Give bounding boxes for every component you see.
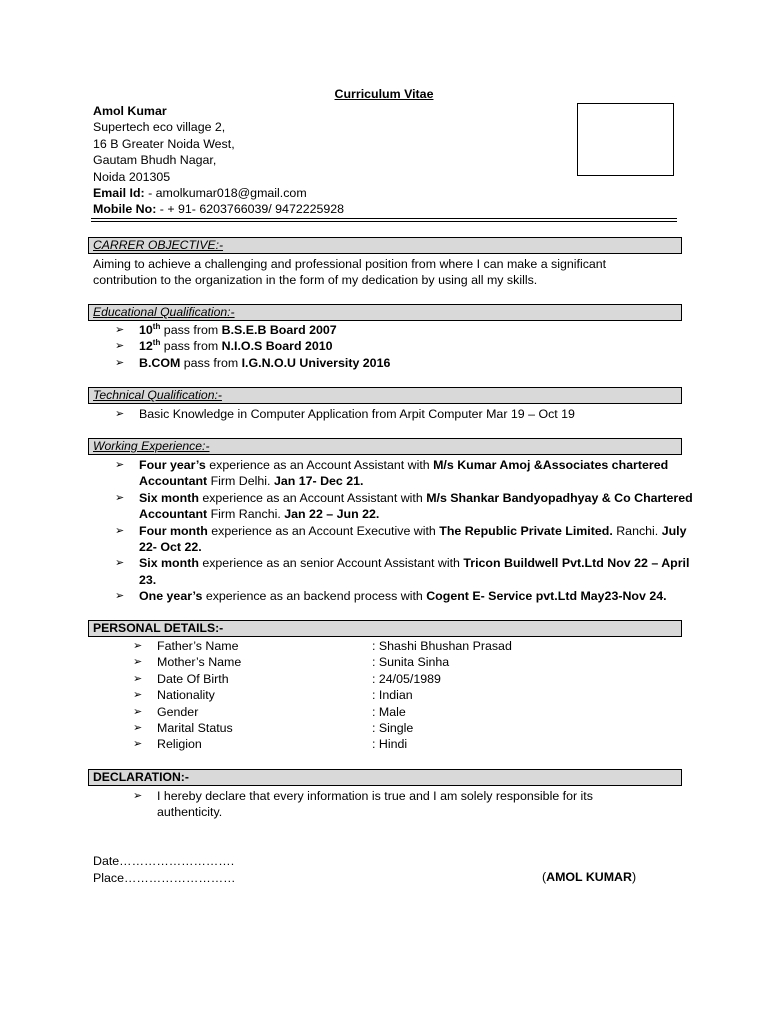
section-heading-technical bbox=[88, 387, 682, 404]
technical-list bbox=[115, 406, 575, 422]
section-heading-text: Technical Qualification:- bbox=[93, 388, 222, 402]
detail-value: : Single bbox=[372, 721, 414, 736]
mobile-label: Mobile No: bbox=[93, 202, 157, 217]
technical-text: Basic Knowledge in Computer Application from Arpit Computer Mar 19 – Oct 19 bbox=[139, 407, 575, 421]
header-divider bbox=[91, 218, 677, 219]
list-item bbox=[115, 406, 575, 422]
detail-label: Father’s Name bbox=[157, 639, 239, 653]
section-heading-text: Educational Qualification:- bbox=[93, 305, 235, 319]
arrow-bullet-icon: ➢ bbox=[133, 640, 143, 652]
email-value: - amolkumar018@gmail.com bbox=[144, 186, 307, 201]
location: Ranchi. bbox=[612, 523, 662, 538]
section-heading-text: Working Experience:- bbox=[93, 439, 210, 453]
signature-text: AMOL KUMAR bbox=[546, 870, 632, 884]
arrow-bullet-icon: ➢ bbox=[133, 689, 143, 702]
qualification-board: I.G.N.O.U University 2016 bbox=[241, 355, 391, 370]
list-item bbox=[133, 788, 653, 821]
list-item bbox=[115, 338, 390, 354]
arrow-bullet-icon: ➢ bbox=[133, 656, 143, 669]
detail-label: Mother’s Name bbox=[157, 655, 242, 670]
detail-label: Marital Status bbox=[157, 721, 233, 736]
declaration-list bbox=[133, 788, 653, 821]
list-item bbox=[115, 490, 699, 523]
list-item bbox=[133, 720, 512, 736]
document-title: Curriculum Vitae bbox=[334, 87, 434, 101]
candidate-name: Amol Kumar bbox=[93, 104, 167, 118]
place-line: Place……………………… bbox=[93, 871, 236, 885]
role-text: experience as an senior Account Assistant with bbox=[198, 556, 464, 571]
arrow-bullet-icon: ➢ bbox=[115, 459, 125, 471]
qualification-level: 10 bbox=[139, 323, 153, 337]
duration: Six month bbox=[139, 490, 199, 505]
email-label: Email Id: bbox=[93, 186, 145, 201]
qualification-text: pass from bbox=[160, 323, 222, 337]
duration: Four month bbox=[139, 523, 208, 538]
email-row bbox=[93, 185, 344, 201]
qualification-board: B.S.E.B Board 2007 bbox=[221, 323, 337, 337]
address-line: Gautam Bhudh Nagar, bbox=[93, 153, 217, 168]
detail-label: Date Of Birth bbox=[157, 671, 229, 686]
mobile-row bbox=[93, 201, 344, 217]
header-divider bbox=[91, 221, 677, 222]
declaration-text: I hereby declare that every information is true and I am solely responsible for its authenticity. bbox=[157, 789, 593, 820]
arrow-bullet-icon: ➢ bbox=[133, 790, 143, 802]
detail-label: Religion bbox=[157, 737, 202, 752]
list-item bbox=[115, 588, 699, 604]
paren-open: ( bbox=[542, 870, 547, 884]
list-item bbox=[133, 654, 512, 670]
duration: One year’s bbox=[139, 589, 203, 604]
section-heading-education bbox=[88, 304, 682, 321]
arrow-bullet-icon: ➢ bbox=[115, 408, 125, 420]
detail-value: : Indian bbox=[372, 688, 413, 703]
arrow-bullet-icon: ➢ bbox=[115, 590, 125, 603]
qualification-board: N.I.O.S Board 2010 bbox=[221, 339, 333, 354]
date-line: Date………………………. bbox=[93, 854, 235, 868]
period: Jan 17- Dec 21. bbox=[273, 474, 364, 489]
arrow-bullet-icon: ➢ bbox=[115, 557, 125, 570]
duration: Six month bbox=[139, 556, 199, 571]
arrow-bullet-icon: ➢ bbox=[115, 324, 125, 336]
arrow-bullet-icon: ➢ bbox=[133, 672, 143, 685]
objective-text: Aiming to achieve a challenging and professional position from where I can make a significant contribution to the organization in the form of my dedication by using all my skills. bbox=[93, 257, 607, 288]
list-item bbox=[133, 687, 512, 703]
superscript: th bbox=[152, 338, 161, 348]
arrow-bullet-icon: ➢ bbox=[133, 738, 143, 751]
section-heading-declaration bbox=[88, 769, 682, 786]
role-text: experience as an Account Executive with bbox=[207, 523, 440, 538]
section-heading-text: PERSONAL DETAILS:- bbox=[93, 621, 224, 635]
arrow-bullet-icon: ➢ bbox=[115, 524, 125, 537]
arrow-bullet-icon: ➢ bbox=[115, 491, 125, 504]
role-text: experience as an backend process with bbox=[202, 589, 427, 604]
list-item bbox=[133, 736, 512, 752]
employer: M/s Shankar Bandyopadhyay & Co Chartered Accountant bbox=[139, 490, 693, 522]
qualification-text: pass from bbox=[180, 355, 242, 370]
location: Firm Ranchi. bbox=[207, 507, 285, 522]
arrow-bullet-icon: ➢ bbox=[115, 356, 125, 369]
mobile-value: - + 91- 6203766039/ 9472225928 bbox=[156, 202, 345, 217]
list-item bbox=[115, 322, 390, 338]
period: July 22- Oct 22. bbox=[139, 523, 687, 555]
section-heading-objective bbox=[88, 237, 682, 254]
address-line: Noida 201305 bbox=[93, 169, 171, 184]
superscript: th bbox=[152, 321, 161, 331]
section-heading-text: CARRER OBJECTIVE:- bbox=[93, 238, 224, 252]
employer: Tricon Buildwell Pvt.Ltd Nov 22 – April 23. bbox=[139, 556, 690, 587]
detail-value: : Male bbox=[372, 704, 406, 719]
duration: Four year’s bbox=[139, 458, 206, 472]
arrow-bullet-icon: ➢ bbox=[133, 705, 143, 718]
paren-close: ) bbox=[631, 870, 637, 884]
location: Firm Delhi. bbox=[207, 474, 274, 489]
qualification-level: B.COM bbox=[139, 355, 181, 370]
contact-header bbox=[93, 103, 344, 218]
detail-label: Nationality bbox=[157, 688, 215, 703]
arrow-bullet-icon: ➢ bbox=[115, 340, 125, 353]
role-text: experience as an Account Assistant with bbox=[198, 490, 427, 505]
employer: Cogent E- Service pvt.Ltd May23-Nov 24. bbox=[426, 589, 667, 604]
list-item bbox=[115, 355, 390, 371]
qualification-level: 12 bbox=[139, 339, 153, 354]
education-list bbox=[115, 322, 390, 371]
signature-name bbox=[542, 870, 636, 884]
section-heading-text: DECLARATION:- bbox=[93, 770, 189, 784]
list-item bbox=[133, 671, 512, 687]
employer: The Republic Private Limited. bbox=[439, 523, 613, 538]
employer: M/s Kumar Amoj &Associates chartered Accountant bbox=[139, 458, 669, 489]
photo-placeholder bbox=[577, 103, 674, 176]
role-text: experience as an Account Assistant with bbox=[205, 458, 434, 472]
personal-details-list bbox=[133, 638, 512, 753]
section-heading-personal bbox=[88, 620, 682, 637]
work-list bbox=[115, 457, 699, 605]
list-item bbox=[133, 638, 512, 654]
period: Jan 22 – Jun 22. bbox=[284, 507, 380, 522]
qualification-text: pass from bbox=[160, 339, 222, 354]
detail-value: : 24/05/1989 bbox=[372, 671, 441, 686]
section-heading-work bbox=[88, 438, 682, 455]
arrow-bullet-icon: ➢ bbox=[133, 722, 143, 735]
list-item bbox=[115, 457, 699, 490]
detail-label: Gender bbox=[157, 704, 199, 719]
address-line: 16 B Greater Noida West, bbox=[93, 136, 235, 151]
list-item bbox=[115, 523, 699, 556]
detail-value: : Hindi bbox=[372, 737, 408, 752]
detail-value: : Shashi Bhushan Prasad bbox=[372, 639, 512, 653]
list-item bbox=[133, 704, 512, 720]
list-item bbox=[115, 555, 699, 588]
address-line: Supertech eco village 2, bbox=[93, 120, 226, 135]
detail-value: : Sunita Sinha bbox=[372, 655, 450, 670]
